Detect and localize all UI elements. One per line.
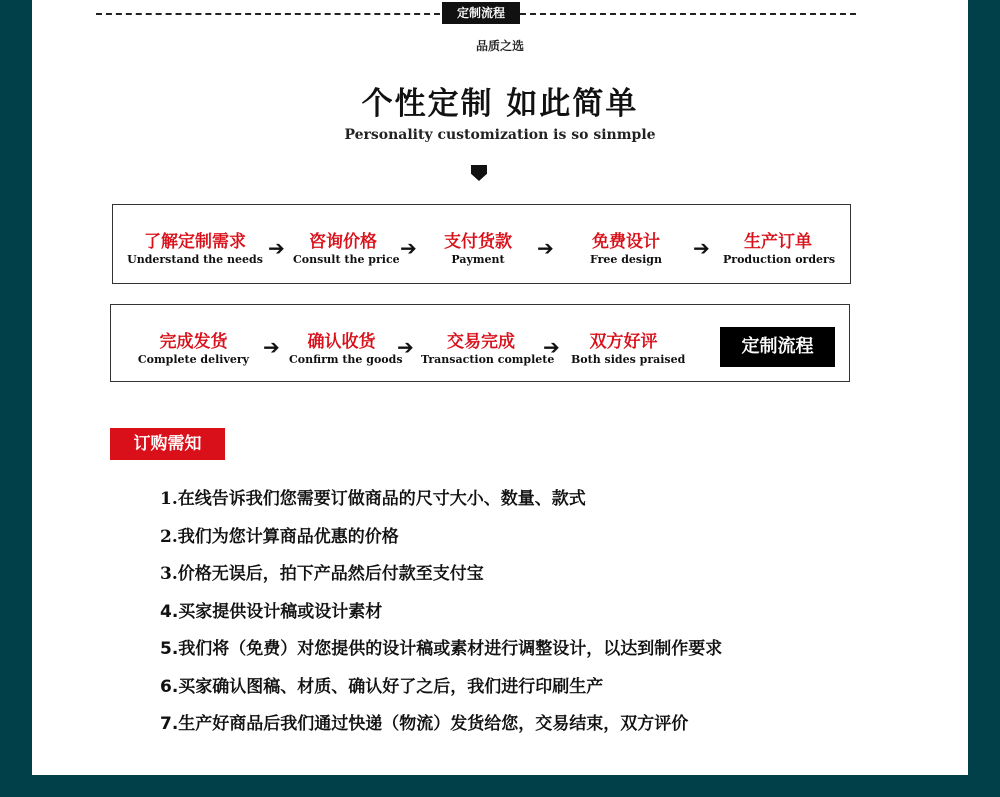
list-item: 5.我们将（免费）对您提供的设计稿或素材进行调整设计，以达到制作要求: [160, 639, 723, 659]
quality-subtitle: 品质之选: [475, 39, 524, 53]
arrow-right-icon: ➔: [268, 236, 285, 260]
list-item: 2.我们为您计算商品优惠的价格: [160, 526, 399, 547]
step-label-cn: 免费设计: [592, 232, 660, 252]
list-item: 3.价格无误后，拍下产品然后付款至支付宝: [160, 564, 484, 584]
process-box-1: [112, 204, 851, 284]
step-label-cn: 确认收货: [307, 332, 376, 352]
custom-process-label: 定制流程: [720, 327, 835, 367]
step-label-cn: 双方好评: [589, 332, 658, 352]
arrow-right-icon: ➔: [400, 236, 417, 260]
list-item: 7.生产好商品后我们通过快递（物流）发货给您，交易结束，双方评价: [160, 714, 689, 734]
step-label-en: Understand the needs: [127, 253, 263, 266]
step-payment: [433, 231, 523, 267]
section-badge: 定制流程: [442, 2, 520, 24]
step-label-cn: 交易完成: [447, 332, 515, 352]
content-panel: [32, 0, 968, 775]
step-confirm-goods: [289, 331, 403, 367]
step-free-design: [581, 231, 671, 267]
step-label-en: Confirm the goods: [289, 353, 403, 366]
order-notice-list: [160, 486, 900, 749]
page-title-english: Personality customization is so sinmple: [344, 127, 656, 143]
dashed-divider-left: [96, 13, 440, 15]
arrow-right-icon: ➔: [543, 335, 560, 359]
page-title: 个性定制 如此简单: [361, 86, 639, 122]
arrow-right-icon: ➔: [537, 236, 554, 260]
step-label-cn: 咨询价格: [309, 232, 377, 252]
step-transaction-complete: [421, 331, 555, 367]
pointer-down-icon: [471, 165, 487, 181]
step-understand-needs: [125, 231, 265, 267]
list-item: 6.买家确认图稿、材质、确认好了之后，我们进行印刷生产: [160, 676, 604, 697]
step-label-en: Free design: [590, 253, 662, 266]
list-item: 1.在线告诉我们您需要订做商品的尺寸大小、数量、款式: [160, 489, 586, 509]
step-label-cn: 了解定制需求: [144, 232, 246, 252]
step-label-en: Transaction complete: [421, 353, 555, 366]
step-label-en: Payment: [451, 253, 505, 266]
step-both-sides-praised: [571, 331, 686, 367]
step-label-en: Complete delivery: [137, 353, 250, 366]
step-complete-delivery: [136, 331, 251, 367]
step-label-cn: 支付货款: [444, 232, 512, 252]
step-label-cn: 生产订单: [744, 232, 812, 252]
arrow-right-icon: ➔: [397, 335, 414, 359]
list-item: 4.买家提供设计稿或设计素材: [160, 601, 383, 622]
order-notice-badge: 订购需知: [110, 428, 225, 460]
step-label-en: Production orders: [723, 253, 836, 266]
step-label-cn: 完成发货: [159, 332, 228, 352]
arrow-right-icon: ➔: [263, 335, 280, 359]
dashed-divider-right: [520, 13, 856, 15]
step-consult-price: [293, 231, 400, 267]
step-label-en: Consult the price: [293, 253, 400, 266]
step-production-orders: [723, 231, 836, 267]
arrow-right-icon: ➔: [693, 236, 710, 260]
step-label-en: Both sides praised: [571, 353, 686, 366]
